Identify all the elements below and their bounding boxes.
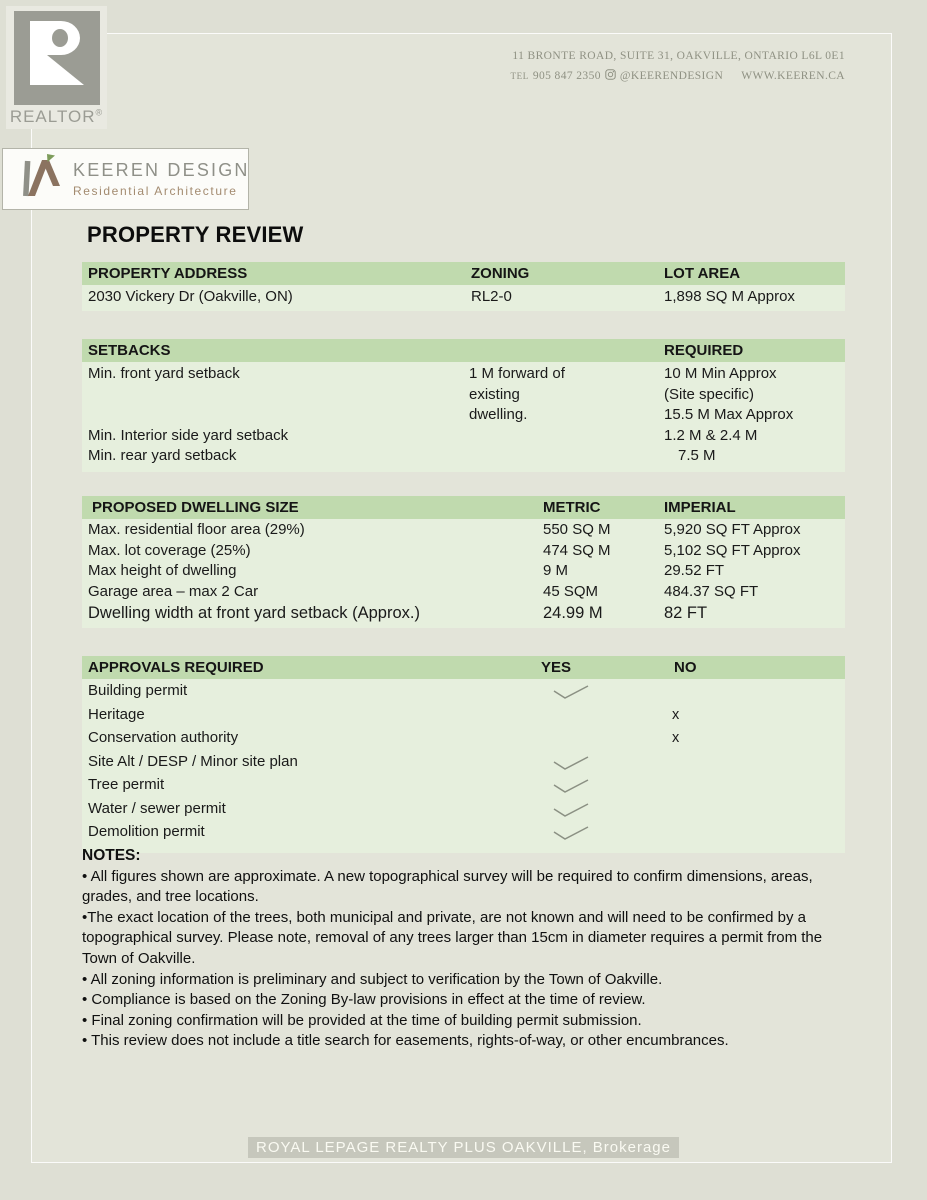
setback-label: Min. rear yard setback [88, 447, 237, 464]
tel-label: TEL [510, 71, 529, 81]
setback-required: 7.5 M [678, 447, 716, 464]
tel-number: 905 847 2350 [532, 70, 601, 82]
col-zoning: ZONING [471, 265, 530, 282]
instagram-handle: @KEERENDESIGN [619, 70, 724, 82]
table-row [82, 799, 845, 823]
setback-note: 1 M forward of existing dwelling. [469, 365, 565, 423]
footer [0, 1139, 927, 1157]
table-row: Max height of dwelling 9 M 29.52 FT [88, 562, 725, 579]
x-mark: x [672, 706, 680, 723]
keeren-k-icon [19, 154, 63, 205]
table-row: Garage area – max 2 Car 45 SQM 484.37 SQ FT [88, 582, 759, 600]
brand-tagline: Residential Architecture [73, 184, 238, 198]
col-approvals-required: APPROVALS REQUIRED [88, 659, 264, 676]
setback-label: Min. front yard setback [88, 365, 240, 382]
col-no: NO [674, 659, 697, 676]
check-icon [553, 685, 589, 706]
table-row [82, 822, 845, 846]
table-row [82, 775, 845, 799]
table-row [82, 728, 845, 752]
realtor-r-icon [14, 11, 100, 105]
table-row [82, 285, 845, 311]
approval-label: Heritage [88, 705, 145, 723]
col-lot-area: LOT AREA [664, 265, 741, 282]
notes-section [82, 846, 846, 1052]
col-imperial: IMPERIAL [664, 499, 736, 516]
approval-label: Conservation authority [88, 729, 239, 746]
col-property-address: PROPERTY ADDRESS [88, 265, 248, 282]
table-row: Max. lot coverage (25%) 474 SQ M 5,102 SQ FT Approx [88, 541, 801, 559]
notes-title: NOTES: [82, 847, 141, 864]
note-bullet: •The exact location of the trees, both municipal and private, are not known and will need to be confirmed by a topographical survey. Please note, removal of any trees larger than 15cm in diameter requires a permit from the Town of Oakville. [82, 908, 823, 967]
realtor-label: REALTOR® [9, 107, 104, 126]
table-row [82, 752, 845, 776]
leaf-icon [47, 154, 55, 162]
setback-required: 10 M Min Approx (Site specific) 15.5 M Max Approx [664, 365, 794, 423]
col-metric: METRIC [543, 499, 601, 516]
check-icon [553, 779, 589, 800]
col-yes: YES [541, 659, 572, 676]
col-setbacks: SETBACKS [88, 342, 171, 359]
table-row [82, 681, 845, 705]
table-row [82, 426, 845, 447]
page-title: PROPERTY REVIEW [87, 222, 304, 247]
approval-label: Water / sewer permit [88, 799, 226, 817]
setbacks-table [82, 339, 845, 472]
approvals-table [82, 656, 845, 853]
website-url: WWW.KEEREN.CA [741, 70, 845, 82]
setback-required: 1.2 M & 2.4 M [664, 426, 758, 444]
realtor-logo [6, 6, 107, 129]
note-bullet: • All figures shown are approximate. A new topographical survey will be required to confirm dimensions, areas, grades, and tree locations. [82, 867, 813, 906]
approval-label: Building permit [88, 682, 188, 699]
property-table [82, 262, 845, 311]
dwelling-size-table [82, 496, 845, 628]
setback-label: Min. Interior side yard setback [88, 426, 289, 444]
col-required: REQUIRED [664, 342, 744, 359]
col-proposed-dwelling-size: PROPOSED DWELLING SIZE [92, 499, 299, 516]
dwelling-table-header [82, 496, 845, 519]
table-row [82, 705, 845, 729]
table-row [82, 446, 845, 467]
approvals-table-header [82, 656, 845, 679]
brokerage-name: ROYAL LEPAGE REALTY PLUS OAKVILLE, Brokerage [248, 1137, 679, 1158]
brand-box [2, 148, 249, 210]
note-bullet: • Compliance is based on the Zoning By-law provisions in effect at the time of review. [82, 991, 646, 1009]
approval-label: Site Alt / DESP / Minor site plan [88, 752, 298, 770]
check-icon [553, 756, 589, 777]
instagram-icon [605, 69, 616, 83]
property-table-header [82, 262, 845, 285]
lot-area-value: 1,898 SQ M Approx [664, 288, 795, 305]
table-row: Dwelling width at front yard setback (Approx.) 24.99 M 82 FT [88, 604, 708, 622]
brand-name: KEEREN DESIGN [73, 160, 250, 180]
approval-label: Tree permit [88, 776, 165, 793]
approval-label: Demolition permit [88, 823, 205, 840]
office-address: 11 BRONTE ROAD, SUITE 31, OAKVILLE, ONTARIO L6L 0E1 [512, 50, 845, 62]
check-icon [553, 803, 589, 824]
note-bullet: • All zoning information is preliminary and subject to verification by the Town of Oakville. [82, 970, 663, 988]
setbacks-table-header [82, 339, 845, 362]
x-mark: x [672, 730, 680, 746]
table-row: Max. residential floor area (29%) 550 SQ M 5,920 SQ FT Approx [88, 521, 801, 538]
note-bullet: • This review does not include a title search for easements, rights-of-way, or other encumbrances. [82, 1032, 729, 1050]
table-row [82, 364, 845, 426]
property-address-value: 2030 Vickery Dr (Oakville, ON) [88, 288, 293, 305]
check-icon [553, 826, 589, 847]
note-bullet: • Final zoning confirmation will be provided at the time of building permit submission. [82, 1011, 642, 1029]
zoning-value: RL2-0 [471, 288, 512, 305]
letterhead-contact [511, 50, 845, 83]
